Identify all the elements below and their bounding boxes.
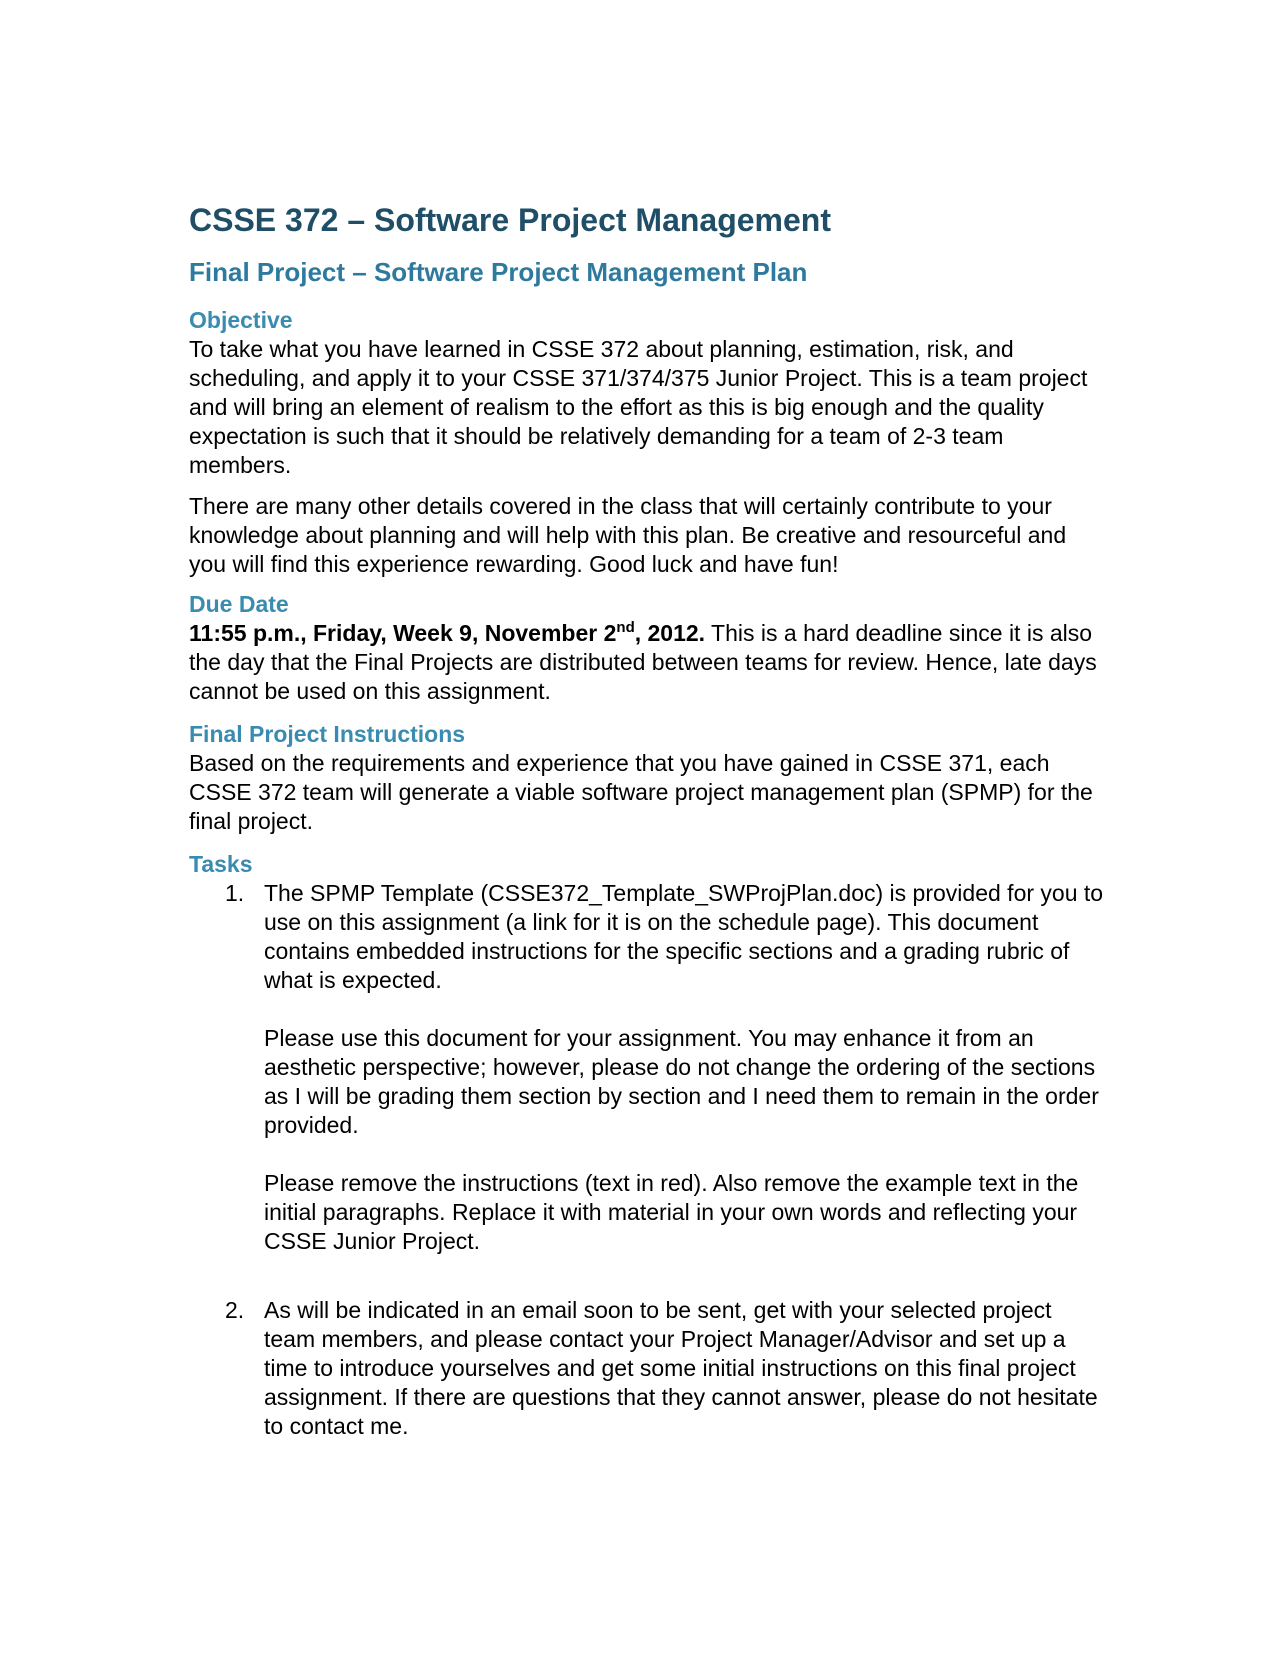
due-date-paragraph xyxy=(189,619,1109,706)
objective-paragraph-1: To take what you have learned in CSSE 372 about planning, estimation, risk, and scheduling, and apply it to your CSSE 371/374/375 Junior Project. This is a team project and will bring an element of realism to the effort as this is big enough and the quality expectation is such that it should be relatively demanding for a team of 2-3 team members. xyxy=(189,336,1088,478)
due-date-deadline-prefix: 11:55 p.m., Friday, Week 9, November 2 xyxy=(189,620,617,646)
tasks-heading: Tasks xyxy=(189,851,253,877)
objective-heading: Objective xyxy=(189,307,293,333)
document-subtitle: Final Project – Software Project Management Plan xyxy=(189,257,808,287)
task-number-1: 1. xyxy=(225,880,245,906)
due-date-heading: Due Date xyxy=(189,591,289,617)
task-1-paragraph-3: Please remove the instructions (text in red). Also remove the example text in the initial paragraphs. Replace it with material in your own words and reflecting your CSSE Junior Project. xyxy=(264,1170,1079,1254)
document-page xyxy=(189,196,1109,1441)
task-2-paragraph-1: As will be indicated in an email soon to be sent, get with your selected project team members, and please contact your Project Manager/Advisor and set up a time to introduce yourselves and get some initial instructions on this final project assignment. If there are questions that they cannot answer, please do not hesitate to contact me. xyxy=(264,1297,1098,1439)
due-date-ordinal: nd xyxy=(616,619,635,636)
document-title: CSSE 372 – Software Project Management xyxy=(189,202,831,238)
task-1-paragraph-2: Please use this document for your assignment. You may enhance it from an aesthetic perspective; however, please do not change the ordering of the sections as I will be grading them section by section and I need them to remain in the order provided. xyxy=(264,1025,1099,1138)
instructions-heading: Final Project Instructions xyxy=(189,721,466,747)
task-number-2: 2. xyxy=(225,1297,245,1323)
task-1-paragraph-1: The SPMP Template (CSSE372_Template_SWProjPlan.doc) is provided for you to use on this assignment (a link for it is on the schedule page). This document contains embedded instructions for the specific sections and a grading rubric of what is expected. xyxy=(264,880,1104,993)
objective-paragraph-2: There are many other details covered in the class that will certainly contribute to your knowledge about planning and will help with this plan. Be creative and resourceful and you will find this experience rewarding. Good luck and have fun! xyxy=(189,493,1067,577)
tasks-list xyxy=(189,879,1109,1441)
due-date-text: This is a hard deadline since it is also the day that the Final Projects are distributed between teams for review. Hence, late days cannot be used on this assignment. xyxy=(189,620,1097,704)
instructions-paragraph: Based on the requirements and experience that you have gained in CSSE 371, each CSSE 372 team will generate a viable software project management plan (SPMP) for the final project. xyxy=(189,750,1093,834)
task-item-1 xyxy=(189,879,1109,1256)
due-date-deadline xyxy=(189,620,705,646)
task-item-2 xyxy=(189,1296,1109,1441)
due-date-deadline-suffix: , 2012. xyxy=(634,620,706,646)
